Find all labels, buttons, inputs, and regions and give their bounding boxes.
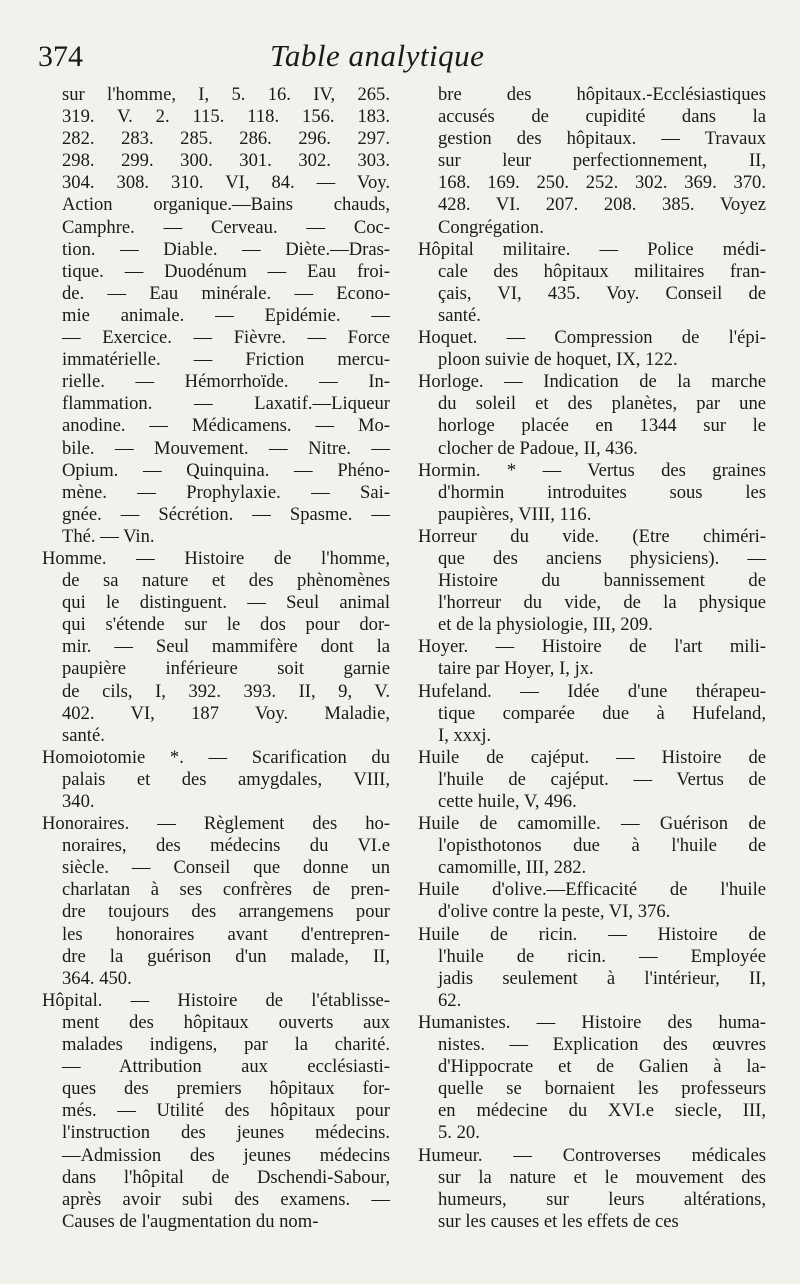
index-entry-line: 402. VI, 187 Voy. Maladie, (62, 702, 390, 724)
index-entry-heading-line: Honoraires. — Règlement des ho- (42, 813, 390, 835)
index-entry-line: gestion des hôpitaux. — Travaux (438, 128, 766, 150)
index-entry-line: 340. (62, 791, 95, 812)
index-entry-line: mir. — Seul mammifère dont la (62, 636, 390, 658)
index-entry-line: qui s'étende sur le dos pour dor- (62, 614, 390, 636)
index-entry-line: I, xxxj. (438, 724, 492, 746)
index-entry-line: immatérielle. — Friction mercu- (62, 349, 390, 371)
index-entry-line: nistes. — Explication des œuvres (438, 1034, 766, 1056)
index-entry-heading-line: Homme. — Histoire de l'homme, (42, 547, 390, 569)
index-entry-line: gnée. — Sécrétion. — Spasme. — (62, 503, 390, 525)
index-entry-line: tion. — Diable. — Diète.—Dras- (62, 238, 390, 260)
index-entry-line: 62. (438, 989, 462, 1011)
page-header (38, 38, 770, 84)
index-entry-line: sur les causes et les effets de ces (438, 1210, 679, 1232)
index-entry-line: dre toujours des arrangemens pour (62, 901, 390, 923)
index-entry-line: anodine. — Médicamens. — Mo- (62, 415, 390, 437)
index-entry-line: 282. 283. 285. 286. 296. 297. (62, 128, 390, 150)
index-entry-line: 319. V. 2. 115. 118. 156. 183. (62, 106, 390, 128)
index-entry-line: çais, VI, 435. Voy. Conseil de (438, 282, 766, 304)
index-entry-line: jadis seulement à l'intérieur, II, (438, 967, 766, 989)
index-entry-line: 304. 308. 310. VI, 84. — Voy. (62, 172, 390, 194)
index-entry-heading-line: Homoiotomie *. — Scarification du (42, 746, 390, 768)
index-entry-line: de cils, I, 392. 393. II, 9, V. (62, 680, 390, 702)
index-entry-line: ploon suivie de hoquet, IX, 122. (438, 349, 678, 371)
index-entry-line: et de la physiologie, III, 209. (438, 614, 653, 636)
index-entry-line: 168. 169. 250. 252. 302. 369. 370. (438, 172, 766, 194)
index-entry-line: paupières, VIII, 116. (438, 503, 592, 525)
index-entry-heading-line: Huile de camomille. — Guérison de (418, 813, 766, 835)
index-entry-heading-line: Huile de ricin. — Histoire de (418, 923, 766, 945)
index-entry-line: après avoir subi des examens. — (62, 1188, 390, 1210)
index-entry-line: l'instruction des jeunes médecins. (62, 1122, 390, 1144)
index-entry-line: quelle se bornaient les professeurs (438, 1078, 766, 1100)
index-entry-line: horloge placée en 1344 sur le (438, 415, 766, 437)
index-entry-line: taire par Hoyer, I, jx. (438, 658, 594, 680)
index-entry-line: mène. — Prophylaxie. — Sai- (62, 481, 390, 503)
index-entry-heading-line: Hôpital militaire. — Police médi- (418, 238, 766, 260)
index-entry-heading-line: Hoquet. — Compression de l'épi- (418, 327, 766, 349)
index-entry-line: Action organique.—Bains chauds, (62, 194, 390, 216)
index-entry-line: siècle. — Conseil que donne un (62, 857, 390, 879)
index-entry-line: d'hormin introduites sous les (438, 481, 766, 503)
index-entry-heading-line: Hoyer. — Histoire de l'art mili- (418, 636, 766, 658)
index-entry-line: du soleil et des planètes, par une (438, 393, 766, 415)
index-entry-line: accusés de cupidité dans la (438, 106, 766, 128)
index-entry-line: Thé. — Vin. (62, 525, 155, 547)
index-entry-line: 364. 450. (62, 967, 132, 989)
index-entry-line: l'opisthotonos due à l'huile de (438, 835, 766, 857)
index-entry-line: clocher de Padoue, II, 436. (438, 437, 638, 459)
index-entry-line: charlatan à ses confrères de pren- (62, 879, 390, 901)
index-entry-line: — Attribution aux ecclésiasti- (62, 1056, 390, 1078)
index-entry-line: 5. 20. (438, 1122, 480, 1144)
index-entry-line: qui le distinguent. — Seul animal (62, 592, 390, 614)
index-entry-line: d'Hippocrate et de Galien à la- (438, 1056, 766, 1078)
index-entry-line: l'huile de cajéput. — Vertus de (438, 768, 766, 790)
index-entry-line: sur leur perfectionnement, II, (438, 150, 766, 172)
right-column (418, 84, 766, 1233)
index-entry-line: bile. — Mouvement. — Nitre. — (62, 437, 390, 459)
index-entry-line: paupière inférieure soit garnie (62, 658, 390, 680)
index-entry-line: 428. VI. 207. 208. 385. Voyez (438, 194, 766, 216)
index-entry-line: Opium. — Quinquina. — Phéno- (62, 459, 390, 481)
index-entry-line: — Exercice. — Fièvre. — Force (62, 327, 390, 349)
index-entry-line: Congrégation. (438, 216, 544, 238)
index-entry-line: Camphre. — Cerveau. — Coc- (62, 216, 390, 238)
index-entry-line: l'huile de ricin. — Employée (438, 945, 766, 967)
index-entry-heading-line: Huile d'olive.—Efficacité de l'huile (418, 879, 766, 901)
index-entry-line: de. — Eau minérale. — Econo- (62, 282, 390, 304)
index-entry-line: flammation. — Laxatif.—Liqueur (62, 393, 390, 415)
index-entry-line: humeurs, sur leurs altérations, (438, 1188, 766, 1210)
index-entry-line: ques des premiers hôpitaux for- (62, 1078, 390, 1100)
index-entry-line: les honoraires avant d'entrepren- (62, 923, 390, 945)
index-entry-heading-line: Hormin. * — Vertus des graines (418, 459, 766, 481)
index-entry-line: l'horreur du vide, de la physique (438, 592, 766, 614)
index-entry-line: santé. (438, 304, 481, 326)
index-entry-line: tique comparée due à Hufeland, (438, 702, 766, 724)
index-entry-line: en médecine du XVI.e siecle, III, (438, 1100, 766, 1122)
index-entry-line: cette huile, V, 496. (438, 791, 577, 812)
index-entry-line: que des anciens physiciens). — (438, 547, 766, 569)
index-entry-heading-line: Horreur du vide. (Etre chiméri- (418, 525, 766, 547)
index-entry-line: santé. (62, 724, 105, 746)
index-entry-line: més. — Utilité des hôpitaux pour (62, 1100, 390, 1122)
index-entry-line: dre la guérison d'un malade, II, (62, 945, 390, 967)
running-title: Table analytique (270, 38, 485, 73)
index-entry-line: —Admission des jeunes médecins (62, 1144, 390, 1166)
index-entry-heading-line: Hôpital. — Histoire de l'établisse- (42, 989, 390, 1011)
index-entry-heading-line: Humanistes. — Histoire des huma- (418, 1011, 766, 1033)
index-entry-line: de sa nature et des phènomènes (62, 570, 390, 592)
index-entry-line: Histoire du bannissement de (438, 570, 766, 592)
index-entry-line: palais et des amygdales, VIII, (62, 768, 390, 790)
index-entry-line: Causes de l'augmentation du nom- (62, 1210, 319, 1232)
index-entry-line: rielle. — Hémorrhoïde. — In- (62, 371, 390, 393)
index-entry-line: bre des hôpitaux.-Ecclésiastiques (438, 84, 766, 105)
index-entry-line: tique. — Duodénum — Eau froi- (62, 260, 390, 282)
index-entry-line: ment des hôpitaux ouverts aux (62, 1011, 390, 1033)
index-entry-heading-line: Huile de cajéput. — Histoire de (418, 746, 766, 768)
index-entry-line: d'olive contre la peste, VI, 376. (438, 901, 671, 923)
index-entry-heading-line: Hufeland. — Idée d'une thérapeu- (418, 680, 766, 702)
index-entry-line: dans l'hôpital de Dschendi-Sabour, (62, 1166, 390, 1188)
index-entry-line: malades indigens, par la charité. (62, 1034, 390, 1056)
page-number: 374 (38, 40, 83, 73)
index-entry-line: sur la nature et le mouvement des (438, 1166, 766, 1188)
left-column (42, 84, 390, 1233)
index-entry-line: noraires, des médecins du VI.e (62, 835, 390, 857)
index-entry-line: cale des hôpitaux militaires fran- (438, 260, 766, 282)
index-entry-line: mie animale. — Epidémie. — (62, 304, 390, 326)
index-entry-heading-line: Humeur. — Controverses médicales (418, 1144, 766, 1166)
index-entry-heading-line: Horloge. — Indication de la marche (418, 371, 766, 393)
index-entry-line: 298. 299. 300. 301. 302. 303. (62, 150, 390, 172)
index-entry-line: sur l'homme, I, 5. 16. IV, 265. (62, 84, 390, 105)
index-entry-line: camomille, III, 282. (438, 857, 587, 879)
